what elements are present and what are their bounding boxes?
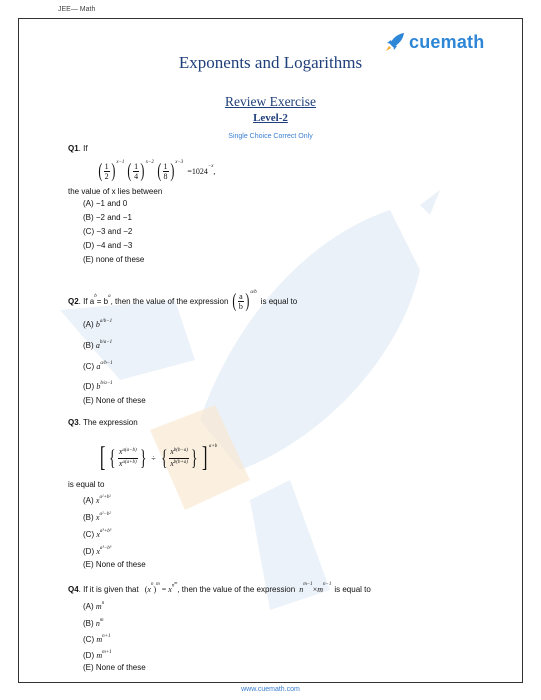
q4-option-b[interactable]: (B) $n^m$ xyxy=(83,618,104,628)
q2-option-e[interactable]: (E) None of these xyxy=(83,396,146,405)
q3-option-a[interactable]: (A) $x^{a^2+b^2}$ xyxy=(83,495,111,505)
brand-name: cuemath xyxy=(409,31,485,52)
footer-website-link[interactable]: www.cuemath.com xyxy=(241,686,300,693)
q2-option-b[interactable]: (B) $a^{b/a-1}$ xyxy=(83,340,113,350)
q3-option-e[interactable]: (E) None of these xyxy=(83,560,146,569)
question-4-intro: Q4 . If it is given that ( x n ) m = x $n^m$ , then the value of the expression n m−1 × m n−1 is equal to xyxy=(68,580,371,594)
q4-option-a[interactable]: (A) $m^n$ xyxy=(83,601,105,611)
question-1-intro: Q1. If xyxy=(68,144,88,153)
instruction-text: Single Choice Correct Only xyxy=(228,133,313,140)
q4-option-d[interactable]: (D) $m^{m+1}$ xyxy=(83,650,112,660)
q3-option-c[interactable]: (C) $x^{a^3+b^3}$ xyxy=(83,529,112,539)
section-subtitle: Review Exercise xyxy=(224,94,317,109)
q2-option-c[interactable]: (C) $a^{a/b-1}$ xyxy=(83,361,113,371)
q3-option-d[interactable]: (D) $x^{a^3-b^3}$ xyxy=(83,546,112,556)
q3-option-b[interactable]: (B) $x^{a^2-b^2}$ xyxy=(83,512,111,522)
level-label: Level-2 xyxy=(253,112,288,124)
q2-option-d[interactable]: (D) $b^{b/a-1}$ xyxy=(83,381,113,391)
q4-option-c[interactable]: (C) $m^{n+1}$ xyxy=(83,634,111,644)
q1-option-e[interactable]: (E) none of these xyxy=(83,255,145,264)
cuemath-logo xyxy=(384,29,484,55)
question-3-expression: [ { $\frac{x^{a(a-b)}}{x^{a(a+b)}}$ } ÷ { $\frac{x^{b(b-a)}}{x^{b(b+a)}}$ } ] a+b xyxy=(99,442,218,473)
header-subject: JEE— Math xyxy=(58,6,96,13)
q2-option-a[interactable]: (A) $b^{a/b-1}$ xyxy=(83,319,113,329)
question-3-stem: is equal to xyxy=(68,480,105,489)
question-1-stem: the value of x lies between xyxy=(68,187,163,196)
q1-option-b[interactable]: (B) −2 and −1 xyxy=(83,213,132,222)
q1-option-d[interactable]: (D) −4 and −3 xyxy=(83,241,133,250)
q4-option-e[interactable]: (E) None of these xyxy=(83,663,146,672)
rocket-logo-icon xyxy=(384,31,406,53)
question-2-intro: Q2 . If a b = b a , then the value of the expression ( $\frac{a}{b}$ ) a/b is equal to xyxy=(68,290,298,312)
q1-option-a[interactable]: (A) −1 and 0 xyxy=(83,199,128,208)
question-1-equation: ( $\frac{1}{2}$ ) x−1 ( $\frac{1}{4}$ ) x−2 ( $\frac{1}{8}$ ) x−3 =1024 −x , xyxy=(98,159,216,182)
question-3-intro: Q3. The expression xyxy=(68,418,138,427)
page-title: Exponents and Logarithms xyxy=(178,53,363,72)
q1-option-c[interactable]: (C) −3 and −2 xyxy=(83,227,133,236)
